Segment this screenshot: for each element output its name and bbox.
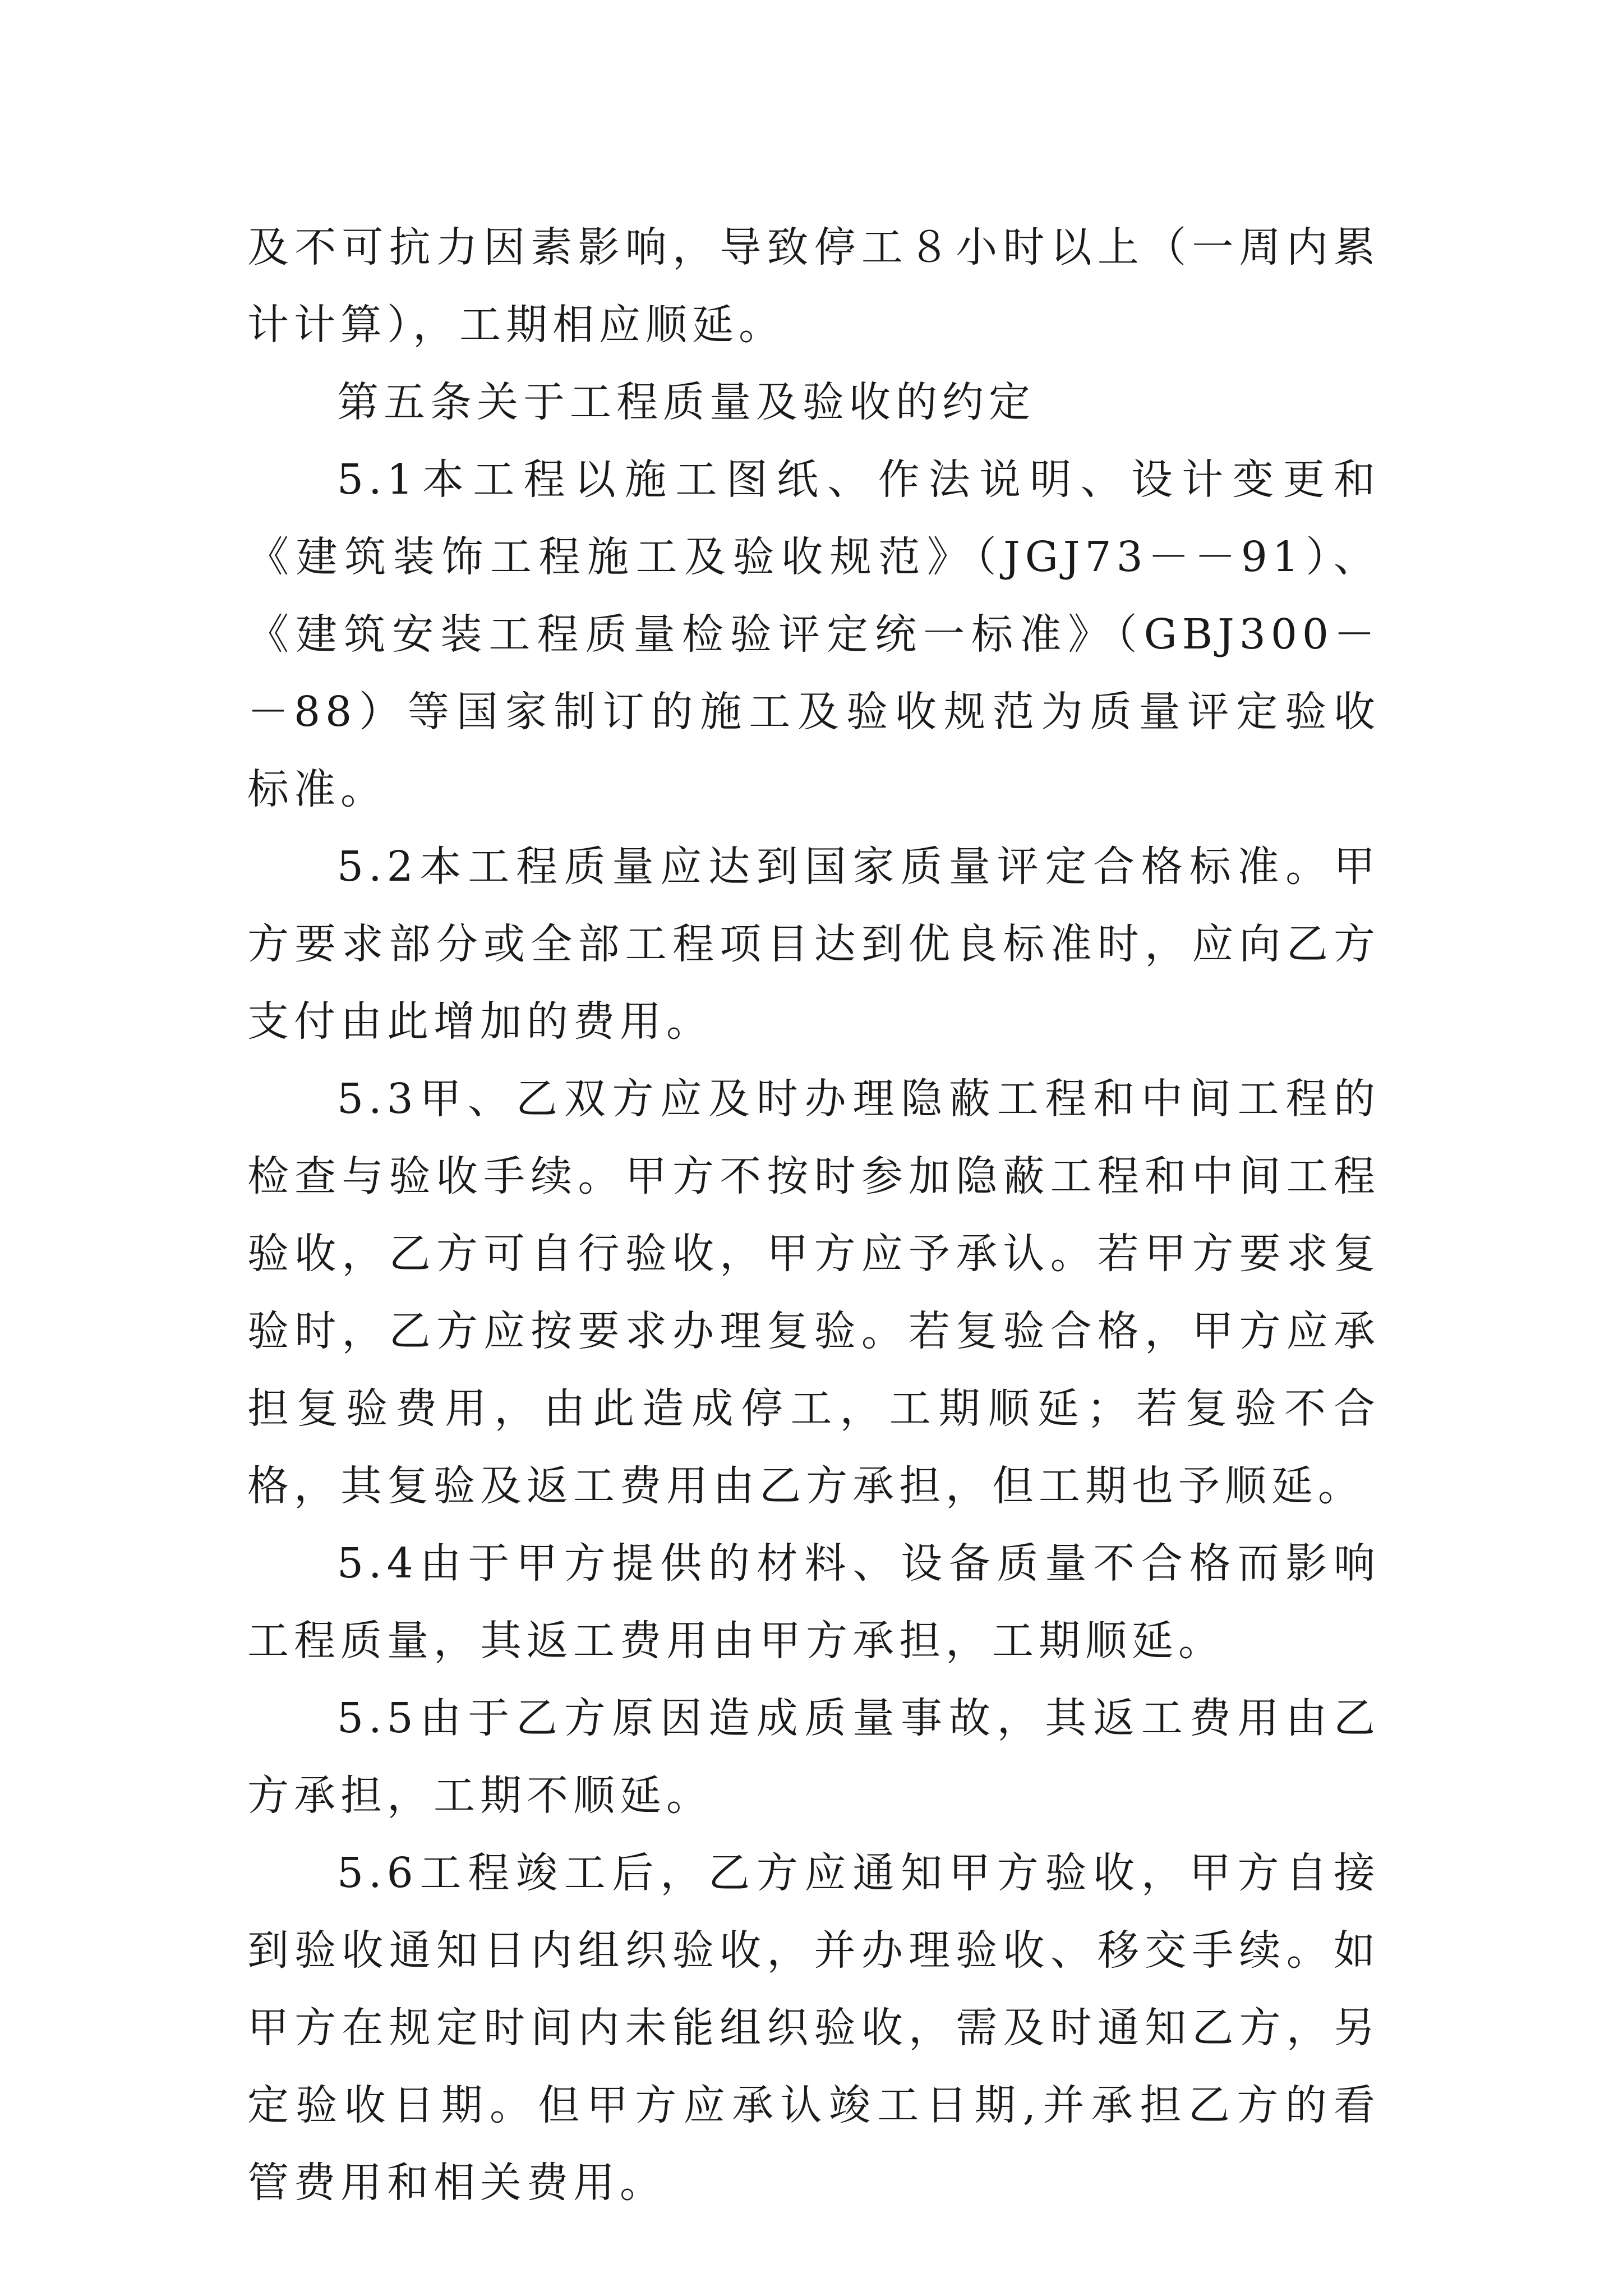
document-body bbox=[247, 209, 1380, 2221]
paragraph-continuation: 及不可抗力因素影响，导致停工８小时以上（一周内累计计算），工期相应顺延。 bbox=[247, 223, 1380, 349]
clause-5-4: 5.4由于甲方提供的材料、设备质量不合格而影响工程质量，其返工费用由甲方承担，工期顺延。 bbox=[247, 1539, 1380, 1665]
clause-5-6: 5.6工程竣工后，乙方应通知甲方验收，甲方自接到验收通知日内组织验收，并办理验收、移交手续。如甲方在规定时间内未能组织验收，需及时通知乙方，另定验收日期。但甲方应承认竣工日期,并承担乙方的看管费用和相关费用。 bbox=[247, 1849, 1380, 2207]
section-heading-article-5: 第五条关于工程质量及验收的约定 bbox=[337, 378, 1035, 426]
clause-5-3: 5.3甲、乙双方应及时办理隐蔽工程和中间工程的检查与验收手续。甲方不按时参加隐蔽工程和中间工程验收，乙方可自行验收，甲方应予承认。若甲方要求复验时，乙方应按要求办理复验。若复验合格，甲方应承担复验费用，由此造成停工，工期顺延；若复验不合格，其复验及返工费用由乙方承担，但工期也予顺延。 bbox=[247, 1075, 1380, 1510]
clause-5-1: 5.1本工程以施工图纸、作法说明、设计变更和《建筑装饰工程施工及验收规范》（JGJ73－－91）、《建筑安装工程质量检验评定统一标准》（GBJ300－－88）等国家制订的施工及验收规范为质量评定验收标准。 bbox=[247, 455, 1380, 813]
clause-5-5: 5.5由于乙方原因造成质量事故，其返工费用由乙方承担，工期不顺延。 bbox=[247, 1694, 1380, 1820]
clause-5-2: 5.2本工程质量应达到国家质量评定合格标准。甲方要求部分或全部工程项目达到优良标准时，应向乙方支付由此增加的费用。 bbox=[247, 843, 1380, 1046]
